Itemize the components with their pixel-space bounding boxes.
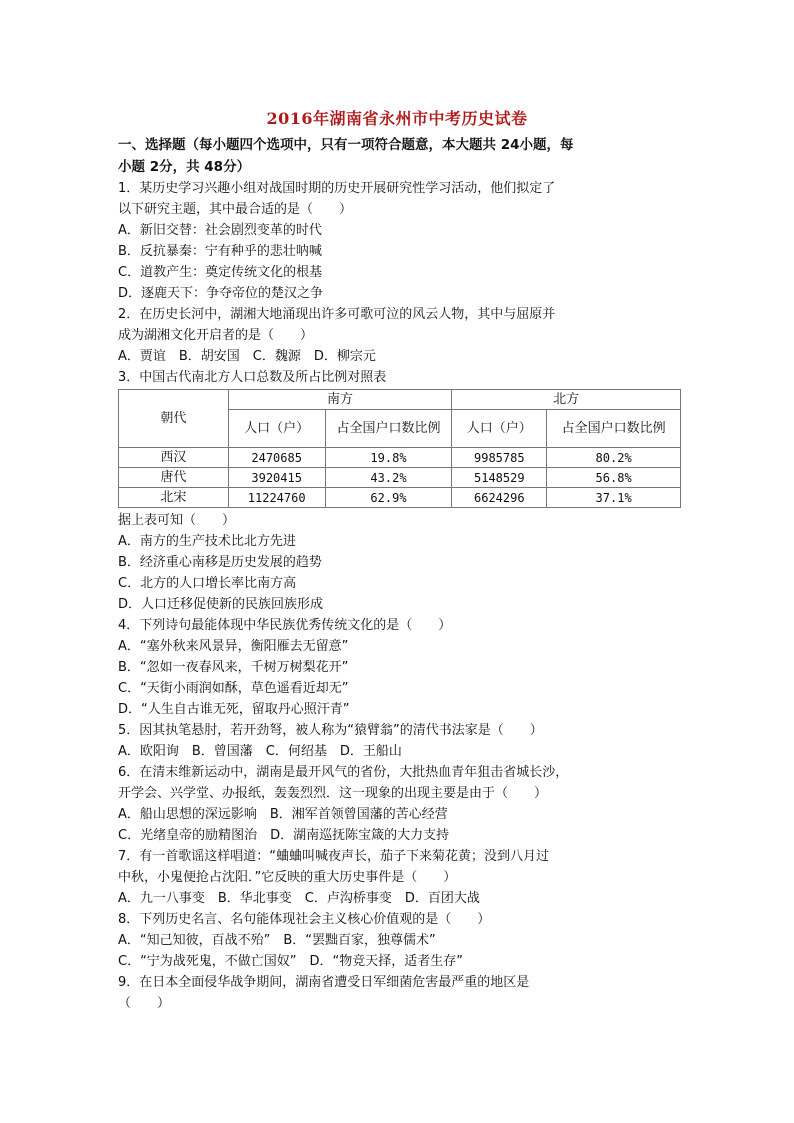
option: A．“塞外秋来风景异，衡阳雁去无留意”: [118, 639, 349, 654]
question-text: 5．因其执笔悬肘，若开劲弩，被人称为“猿臂翁”的清代书法家是（ ）: [118, 723, 543, 738]
cell-south-ratio: 19.8%: [325, 448, 452, 468]
option: C．北方的人口增长率比南方高: [118, 576, 297, 591]
table-header-north-pop: 人口（户）: [452, 410, 547, 448]
option-row: A．欧阳询 B．曾国藩 C．何绍基 D．王船山: [118, 744, 402, 759]
question-text: 3．中国古代南北方人口总数及所占比例对照表: [118, 370, 387, 385]
option: D．人口迁移促使新的民族回族形成: [118, 597, 324, 612]
option: B．反抗暴秦：宁有种乎的悲壮呐喊: [118, 244, 322, 259]
question-5: [118, 720, 684, 762]
question-9: [118, 972, 684, 1014]
page-title: 2016年湖南省永州市中考历史试卷: [266, 109, 528, 128]
question-text: 成为湖湘文化开启者的是（ ）: [118, 328, 314, 343]
question-7: [118, 846, 684, 909]
question-text: 据上表可知（ ）: [118, 513, 236, 528]
table-header-north: 北方: [452, 390, 681, 410]
option: C．“天街小雨润如酥，草色遥看近却无”: [118, 681, 349, 696]
option-row: C．光绪皇帝的励精图治 D．湖南巡抚陈宝箴的大力支持: [118, 828, 450, 843]
question-8: [118, 909, 684, 972]
table-row: [119, 468, 681, 488]
exam-content: [118, 134, 684, 1014]
table-header-south: 南方: [228, 390, 452, 410]
question-6: [118, 762, 684, 846]
table-header-north-ratio: 占全国户口数比例: [547, 410, 681, 448]
cell-north-pop: 6624296: [452, 488, 547, 508]
cell-north-pop: 9985785: [452, 448, 547, 468]
option: C．道教产生：奠定传统文化的根基: [118, 265, 323, 280]
option-row: A．贾谊 B．胡安国 C．魏源 D．柳宗元: [118, 349, 376, 364]
question-text: （ ）: [118, 996, 171, 1011]
question-4: [118, 615, 684, 720]
population-table: [118, 389, 681, 508]
section-heading: 一、选择题（每小题四个选项中，只有一项符合题意，本大题共 24小题，每: [118, 137, 574, 153]
question-text: 中秋，小鬼便抢占沈阳．”它反映的重大历史事件是（ ）: [118, 870, 457, 885]
question-1: [118, 178, 684, 304]
table-header-south-ratio: 占全国户口数比例: [325, 410, 452, 448]
cell-south-pop: 2470685: [228, 448, 325, 468]
cell-north-ratio: 80.2%: [547, 448, 681, 468]
question-text: 开学会、兴学堂、办报纸，轰轰烈烈．这一现象的出现主要是由于（ ）: [118, 786, 548, 801]
question-3: [118, 367, 684, 615]
question-text: 8．下列历史名言、名句能体现社会主义核心价值观的是（ ）: [118, 912, 491, 927]
option-row: C．“宁为战死鬼，不做亡国奴” D．“物竞天择，适者生存”: [118, 954, 464, 969]
cell-dynasty: 唐代: [119, 468, 229, 488]
table-row: [119, 488, 681, 508]
option: D．“人生自古谁无死，留取丹心照汗青”: [118, 702, 350, 717]
table-header-south-pop: 人口（户）: [228, 410, 325, 448]
question-text: 以下研究主题，其中最合适的是（ ）: [118, 202, 353, 217]
option-row: A．“知己知彼，百战不殆” B．“罢黜百家，独尊儒术”: [118, 933, 436, 948]
question-text: 1．某历史学习兴趣小组对战国时期的历史开展研究性学习活动，他们拟定了: [118, 181, 556, 196]
cell-south-pop: 11224760: [228, 488, 325, 508]
option: B．“忽如一夜春风来，千树万树梨花开”: [118, 660, 349, 675]
question-2: [118, 304, 684, 367]
question-text: 6．在清末维新运动中，湖南是最开风气的省份，大批热血青年狙击省城长沙，: [118, 765, 569, 780]
option-row: A．九一八事变 B．华北事变 C．卢沟桥事变 D．百团大战: [118, 891, 480, 906]
table-header-dynasty: 朝代: [119, 390, 229, 448]
option: B．经济重心南移是历史发展的趋势: [118, 555, 322, 570]
table-row: [119, 448, 681, 468]
cell-south-ratio: 43.2%: [325, 468, 452, 488]
cell-north-ratio: 37.1%: [547, 488, 681, 508]
option-row: A．船山思想的深远影响 B．湘军首领曾国藩的苦心经营: [118, 807, 448, 822]
section-heading: 小题 2分，共 48分）: [118, 159, 251, 175]
option: A．南方的生产技术比北方先进: [118, 534, 296, 549]
question-text: 2．在历史长河中，湖湘大地涌现出许多可歌可泣的风云人物，其中与屈原并: [118, 307, 556, 322]
cell-south-ratio: 62.9%: [325, 488, 452, 508]
cell-north-pop: 5148529: [452, 468, 547, 488]
option: A．新旧交替：社会剧烈变革的时代: [118, 223, 322, 238]
question-text: 9．在日本全面侵华战争期间，湖南省遭受日军细菌危害最严重的地区是: [118, 975, 530, 990]
cell-dynasty: 北宋: [119, 488, 229, 508]
question-text: 4．下列诗句最能体现中华民族优秀传统文化的是（ ）: [118, 618, 452, 633]
cell-south-pop: 3920415: [228, 468, 325, 488]
option: D．逐鹿天下：争夺帝位的楚汉之争: [118, 286, 324, 301]
question-text: 7．有一首歌谣这样唱道：“蛐蛐叫喊夜声长，茄子下来菊花黄；没到八月过: [118, 849, 550, 864]
cell-north-ratio: 56.8%: [547, 468, 681, 488]
cell-dynasty: 西汉: [119, 448, 229, 468]
